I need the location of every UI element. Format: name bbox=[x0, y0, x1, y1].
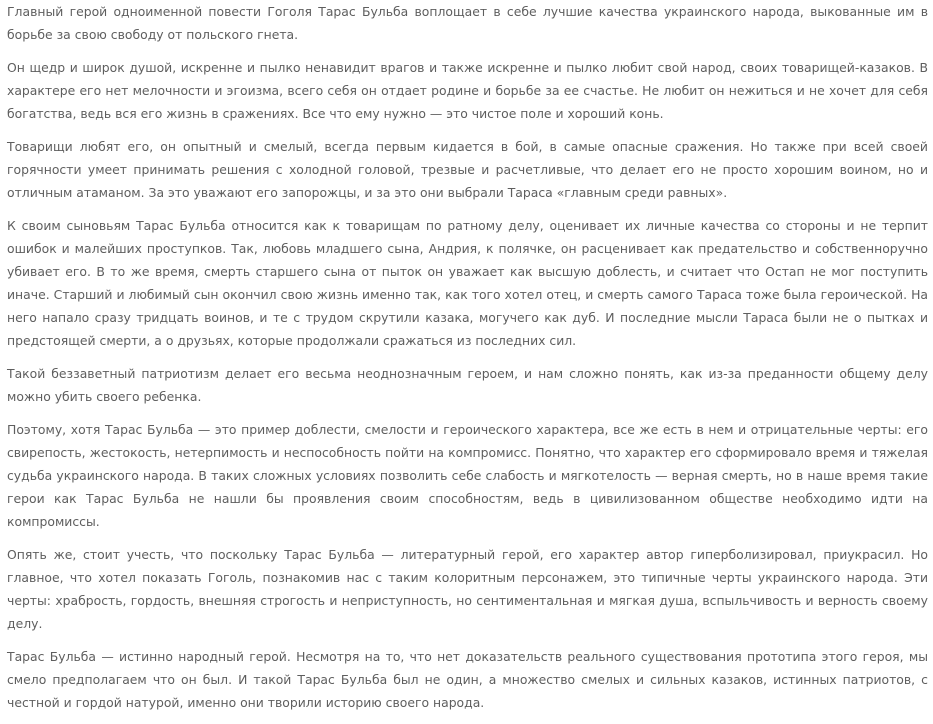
paragraph-8: Тарас Бульба — истинно народный герой. Несмотря на то, что нет доказательств реального существования прототипа этого героя, мы смело предполагаем что он был. И такой Тарас Бульба был не один, а множество смелых и сильных казаков, истинных патриотов, с честной и гордой натурой, именно они творили историю своего народа. bbox=[7, 649, 928, 710]
paragraph-5: Такой беззаветный патриотизм делает его весьма неоднозначным героем, и нам сложно понять, как из-за преданности общему делу можно убить своего ребенка. bbox=[7, 366, 928, 404]
paragraph-4: К своим сыновьям Тарас Бульба относится как к товарищам по ратному делу, оценивает их личные качества со стороны и не терпит ошибок и малейших проступков. Так, любовь младшего сына, Андрия, к полячке, он расценивает как предательство и собственноручно убивает его. В то же время, смерть старшего сына от пыток он уважает как высшую доблесть, и считает что Остап не мог поступить иначе. Старший и любимый сын окончил свою жизнь именно так, как того хотел отец, и смерть самого Тараса тоже была героической. На него напало сразу тридцать воинов, и те с трудом скрутили казака, могучего как дуб. И последние мысли Тараса были не о пытках и предстоящей смерти, а о друзьях, которые продолжали сражаться из последних сил. bbox=[7, 218, 928, 348]
paragraph-6: Поэтому, хотя Тарас Бульба — это пример доблести, смелости и героического характера, все же есть в нем и отрицательные черты: его свирепость, жестокость, нетерпимость и неспособность пойти на компромисс. Понятно, что характер его сформировало время и тяжелая судьба украинского народа. В таких сложных условиях позволить себе слабость и мягкотелость — верная смерть, но в наше время такие герои как Тарас Бульба не нашли бы проявления своим способностям, ведь в цивилизованном обществе необходимо идти на компромиссы. bbox=[7, 422, 928, 529]
paragraph-2: Он щедр и широк душой, искренне и пылко ненавидит врагов и также искренне и пылко любит свой народ, своих товарищей-казаков. В характере его нет мелочности и эгоизма, всего себя он отдает родине и борьбе за ее счастье. Не любит он нежиться и не хочет для себя богатства, ведь вся его жизнь в сражениях. Все что ему нужно — это чистое поле и хороший конь. bbox=[7, 60, 928, 121]
paragraph-7: Опять же, стоит учесть, что поскольку Тарас Бульба — литературный герой, его характер автор гиперболизировал, приукрасил. Но главное, что хотел показать Гоголь, познакомив нас с таким колоритным персонажем, это типичные черты украинского народа. Эти черты: храбрость, гордость, внешняя строгость и неприступность, но сентиментальная и мягкая душа, вспыльчивость и верность своему делу. bbox=[7, 547, 928, 631]
article-body bbox=[7, 0, 928, 724]
paragraph-3: Товарищи любят его, он опытный и смелый, всегда первым кидается в бой, в самые опасные сражения. Но также при всей своей горячности умеет принимать решения с холодной головой, трезвые и расчетливые, что делает его не просто хорошим воином, но и отличным атаманом. За это уважают его запорожцы, и за это они выбрали Тараса «главным среди равных». bbox=[7, 139, 928, 200]
paragraph-1: Главный герой одноименной повести Гоголя Тарас Бульба воплощает в себе лучшие качества украинского народа, выкованные им в борьбе за свою свободу от польского гнета. bbox=[7, 4, 928, 42]
